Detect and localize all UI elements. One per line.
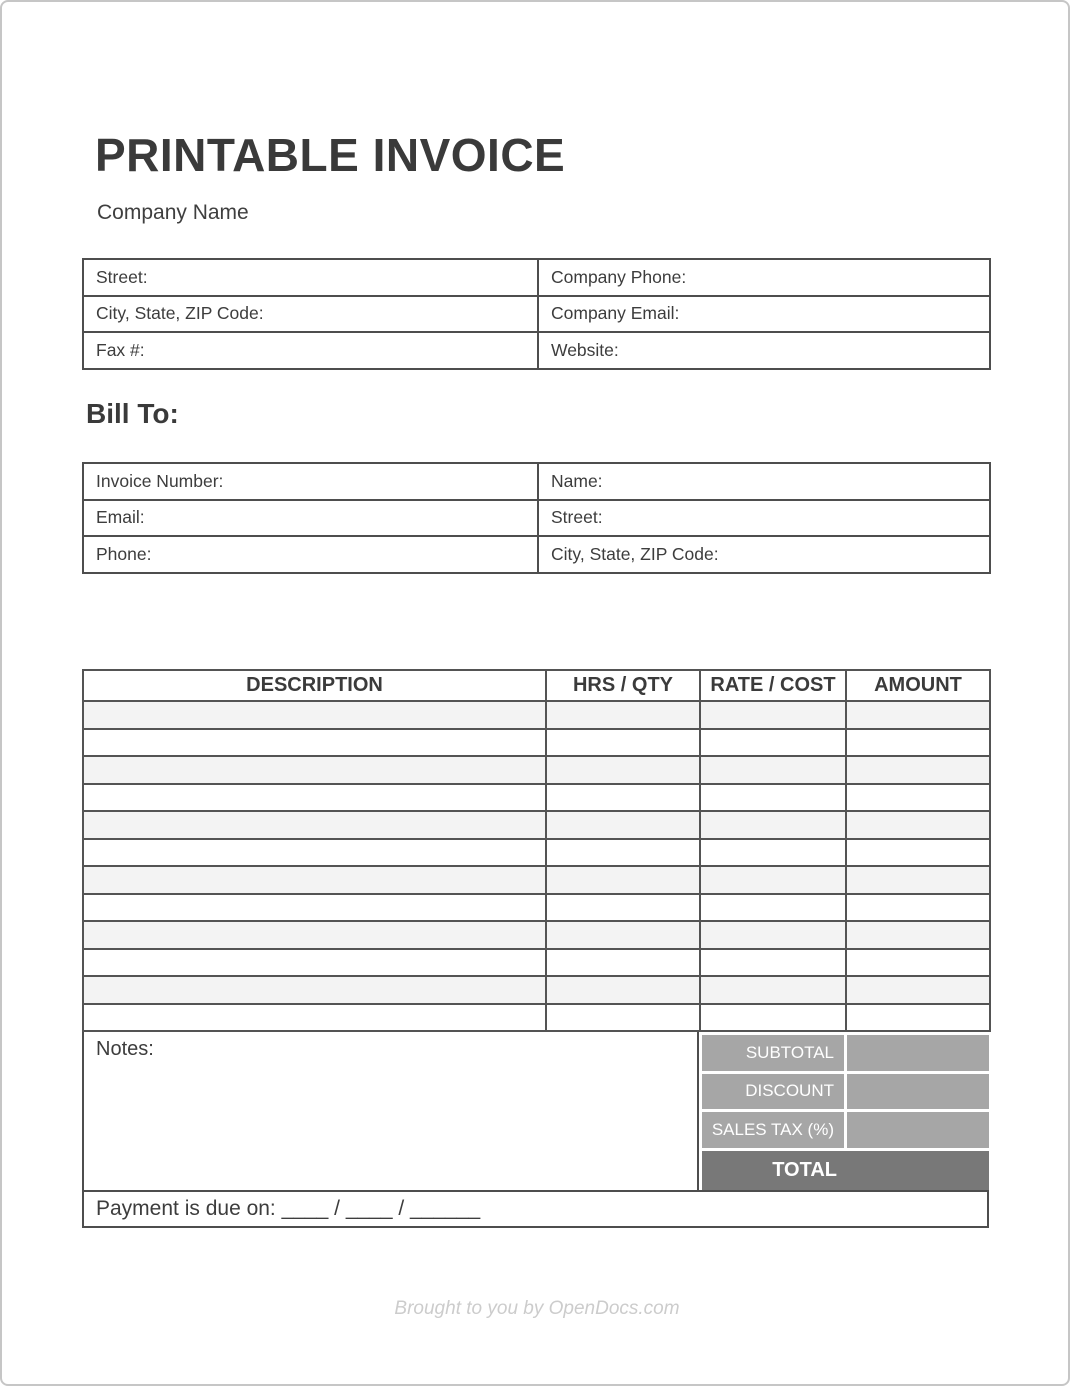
total-label: TOTAL xyxy=(772,1158,837,1181)
item-row xyxy=(83,839,990,867)
item-cell xyxy=(700,1004,846,1032)
name-label-cell: Name: xyxy=(538,463,990,500)
item-cell xyxy=(83,921,546,949)
item-cell xyxy=(846,1004,990,1032)
sales-tax-value-cell xyxy=(847,1112,989,1148)
subtotal-label: SUBTOTAL xyxy=(702,1035,844,1071)
item-cell xyxy=(700,894,846,922)
bill-to-heading: Bill To: xyxy=(86,398,179,429)
item-cell xyxy=(83,784,546,812)
item-cell xyxy=(846,756,990,784)
item-row xyxy=(83,729,990,757)
item-cell xyxy=(846,729,990,757)
items-header-row xyxy=(83,670,990,701)
payment-due-text: Payment is due on: ____ / ____ / ______ xyxy=(96,1197,481,1220)
item-cell xyxy=(846,866,990,894)
total-value-cell xyxy=(847,1151,989,1191)
item-cell xyxy=(546,949,700,977)
item-cell xyxy=(846,839,990,867)
item-cell xyxy=(83,756,546,784)
footer-credit: Brought to you by OpenDocs.com xyxy=(394,1298,680,1319)
hrs-qty-column-header: HRS / QTY xyxy=(546,670,700,701)
item-cell xyxy=(700,921,846,949)
item-cell xyxy=(846,811,990,839)
company-name-label: Company Name xyxy=(97,201,249,224)
item-cell xyxy=(700,756,846,784)
email-label-cell: Email: xyxy=(83,500,538,537)
notes-cell: Notes: xyxy=(82,1032,699,1190)
item-cell xyxy=(846,976,990,1004)
invoice-number-label-cell: Invoice Number: xyxy=(83,463,538,500)
item-cell xyxy=(83,949,546,977)
item-cell xyxy=(700,976,846,1004)
sales-tax-label: SALES TAX (%) xyxy=(702,1112,844,1148)
phone-label-cell: Phone: xyxy=(83,536,538,573)
item-cell xyxy=(700,949,846,977)
table-row xyxy=(83,536,990,573)
page-title: PRINTABLE INVOICE xyxy=(95,129,566,181)
item-row xyxy=(83,1004,990,1032)
summary-section xyxy=(82,1032,989,1190)
item-row xyxy=(83,811,990,839)
item-cell xyxy=(83,1004,546,1032)
item-row xyxy=(83,784,990,812)
payment-due-row xyxy=(82,1190,989,1228)
company-phone-label-cell: Company Phone: xyxy=(538,259,990,296)
website-label-cell: Website: xyxy=(538,332,990,369)
street-label-cell: Street: xyxy=(538,500,990,537)
item-cell xyxy=(83,866,546,894)
total-row xyxy=(702,1151,989,1191)
item-cell xyxy=(546,894,700,922)
subtotal-row xyxy=(702,1035,989,1071)
sales-tax-row xyxy=(702,1112,989,1148)
subtotal-value-cell xyxy=(847,1035,989,1071)
item-cell xyxy=(546,921,700,949)
table-row xyxy=(83,332,990,369)
company-email-label-cell: Company Email: xyxy=(538,296,990,333)
item-row xyxy=(83,701,990,729)
item-row xyxy=(83,894,990,922)
line-items-section xyxy=(82,669,989,1228)
item-cell xyxy=(846,921,990,949)
table-row xyxy=(83,500,990,537)
item-cell xyxy=(83,811,546,839)
item-row xyxy=(83,949,990,977)
item-cell xyxy=(546,701,700,729)
item-cell xyxy=(83,894,546,922)
item-cell xyxy=(846,894,990,922)
item-cell xyxy=(846,701,990,729)
item-cell xyxy=(846,784,990,812)
company-info-table xyxy=(82,258,991,370)
rate-cost-column-header: RATE / COST xyxy=(700,670,846,701)
items-table-body xyxy=(83,701,990,1031)
item-cell xyxy=(846,949,990,977)
item-cell xyxy=(546,729,700,757)
description-column-header: DESCRIPTION xyxy=(83,670,546,701)
item-row xyxy=(83,921,990,949)
bill-to-table xyxy=(82,462,991,574)
totals-column xyxy=(699,1032,989,1190)
item-cell xyxy=(700,866,846,894)
item-cell xyxy=(700,811,846,839)
fax-label-cell: Fax #: xyxy=(83,332,538,369)
item-row xyxy=(83,866,990,894)
item-cell xyxy=(700,729,846,757)
item-cell xyxy=(546,811,700,839)
item-cell xyxy=(83,839,546,867)
item-cell xyxy=(700,784,846,812)
item-row xyxy=(83,756,990,784)
item-cell xyxy=(700,701,846,729)
item-cell xyxy=(546,976,700,1004)
item-cell xyxy=(546,1004,700,1032)
item-cell xyxy=(83,976,546,1004)
item-cell xyxy=(83,701,546,729)
item-cell xyxy=(546,756,700,784)
discount-label: DISCOUNT xyxy=(702,1074,844,1110)
item-cell xyxy=(83,729,546,757)
discount-value-cell xyxy=(847,1074,989,1110)
item-cell xyxy=(546,839,700,867)
city-state-zip-label-cell: City, State, ZIP Code: xyxy=(538,536,990,573)
table-row xyxy=(83,463,990,500)
amount-column-header: AMOUNT xyxy=(846,670,990,701)
item-cell xyxy=(546,866,700,894)
city-state-zip-label-cell: City, State, ZIP Code: xyxy=(83,296,538,333)
line-items-table xyxy=(82,669,991,1032)
street-label-cell: Street: xyxy=(83,259,538,296)
discount-row xyxy=(702,1074,989,1110)
table-row xyxy=(83,259,990,296)
item-row xyxy=(83,976,990,1004)
item-cell xyxy=(700,839,846,867)
item-cell xyxy=(546,784,700,812)
table-row xyxy=(83,296,990,333)
